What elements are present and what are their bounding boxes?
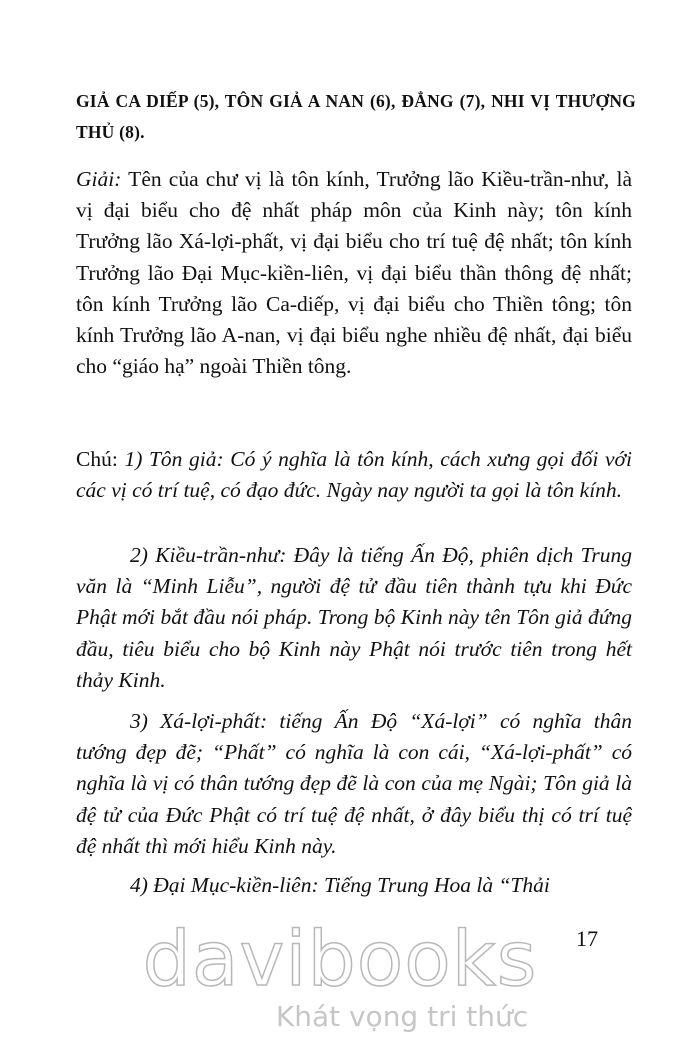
- commentary-text: Tên của chư vị là tôn kính, Trưởng lão Kiều-trần-như, là vị đại biểu cho đệ nhất pháp môn của Kinh này; tôn kính Trưởng lão Xá-lợi-phất, vị đại biểu cho trí tuệ đệ nhất; tôn kính Trưởng lão Đại Mục-kiền-liên, vị đại biểu thần thông đệ nhất; tôn kính Trưởng lão Ca-diếp, vị đại biểu cho Thiền tông; tôn kính Trưởng lão A-nan, vị đại biểu nghe nhiều đệ nhất, đại biểu cho “giáo hạ” ngoài Thiền tông.: [76, 167, 632, 379]
- note-2: 2) Kiều-trần-như: Đây là tiếng Ấn Độ, phiên dịch Trung văn là “Minh Liễu”, người đệ tử đầu tiên thành tựu khi Đức Phật mới bắt đầu nói pháp. Trong bộ Kinh này tên Tôn giả đứng đầu, tiêu biểu cho bộ Kinh này Phật nói trước tiên trong hết thảy Kinh.: [76, 543, 632, 692]
- watermark-logo: davibooks: [142, 914, 538, 1003]
- note-3: 3) Xá-lợi-phất: tiếng Ấn Độ “Xá-lợi” có nghĩa thân tướng đẹp đẽ; “Phất” có nghĩa là con cái, “Xá-lợi-phất” có nghĩa là vị có thân tướng đẹp đẽ là con của mẹ Ngài; Tôn giả là đệ tử của Đức Phật có trí tuệ đệ nhất, ở đây biểu thị có trí tuệ đệ nhất thì mới hiểu Kinh này.: [76, 709, 632, 858]
- commentary-paragraph: [76, 164, 632, 382]
- page-number: 17: [576, 926, 598, 951]
- commentary-label: Giải:: [76, 167, 122, 191]
- section-heading: GIẢ CA DIẾP (5), TÔN GIẢ A NAN (6), ĐẲNG (7), NHI VỊ THƯỢNG THỦ (8).: [76, 91, 636, 142]
- note-1: [76, 444, 632, 506]
- watermark-tagline: Khát vọng tri thức: [275, 1000, 529, 1033]
- note-1-text: 1) Tôn giả: Có ý nghĩa là tôn kính, cách xưng gọi đối với các vị có trí tuệ, có đạo đức. Ngày nay người ta gọi là tôn kính.: [76, 447, 632, 503]
- note-4: 4) Đại Mục-kiền-liên: Tiếng Trung Hoa là “Thải: [130, 873, 550, 897]
- notes-label: Chú:: [76, 447, 118, 471]
